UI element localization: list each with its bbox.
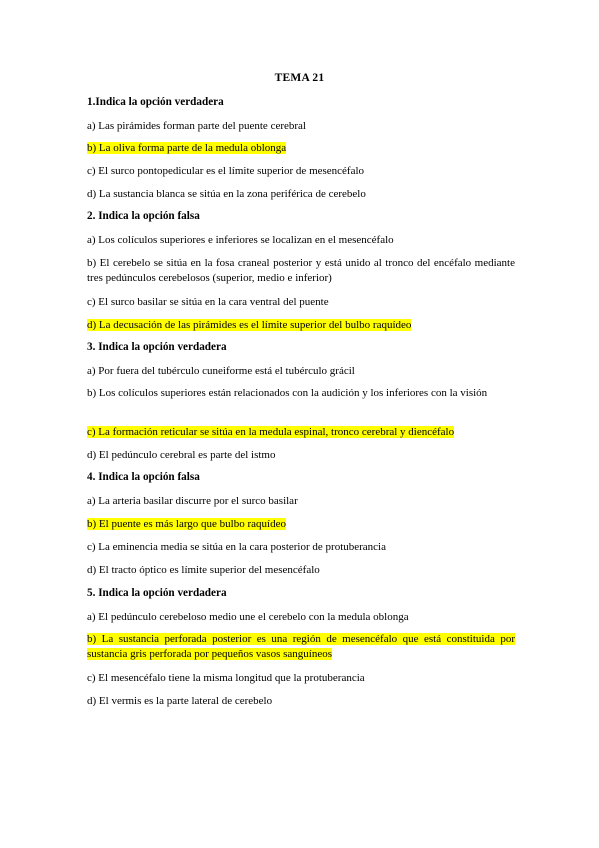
question-5-option-a: a) El pedúnculo cerebeloso medio une el cerebelo con la medula oblonga <box>87 611 409 623</box>
question-2-option-d-highlighted: d) La decusación de las pirámides es el límite superior del bulbo raquídeo <box>87 319 412 331</box>
question-4-option-b-highlighted: b) El puente es más largo que bulbo raquídeo <box>87 518 286 530</box>
question-2-heading: 2. Indica la opción falsa <box>87 210 200 222</box>
question-2-option-b: b) El cerebelo se sitúa en la fosa craneal posterior y está unido al tronco del encéfalo mediante tres pedúnculos cerebelosos (superior, medio e inferior) <box>87 257 515 284</box>
question-3-option-d: d) El pedúnculo cerebral es parte del istmo <box>87 449 276 461</box>
question-4-option-c: c) La eminencia media se sitúa en la cara posterior de protuberancia <box>87 541 386 553</box>
question-3-option-a: a) Por fuera del tubérculo cuneiforme está el tubérculo grácil <box>87 365 355 377</box>
question-4-heading: 4. Indica la opción falsa <box>87 471 200 483</box>
question-2-option-a: a) Los colículos superiores e inferiores se localizan en el mesencéfalo <box>87 234 394 246</box>
page-title: TEMA 21 <box>274 72 325 84</box>
question-1-heading: 1.Indica la opción verdadera <box>87 96 224 108</box>
question-1-option-c: c) El surco pontopedicular es el límite superior de mesencéfalo <box>87 165 365 177</box>
question-5-option-d: d) El vermis es la parte lateral de cerebelo <box>87 695 273 707</box>
question-1-option-a: a) Las pirámides forman parte del puente cerebral <box>87 120 306 132</box>
question-4-option-a: a) La arteria basilar discurre por el surco basilar <box>87 495 298 507</box>
question-5-option-b-highlighted: b) La sustancia perforada posterior es una región de mesencéfalo que está constituida por sustancia gris perforada por pequeños vasos sanguíneos <box>87 633 515 660</box>
question-1-option-b-highlighted: b) La oliva forma parte de la medula oblonga <box>87 142 287 154</box>
question-3-heading: 3. Indica la opción verdadera <box>87 341 227 353</box>
question-1-option-d: d) La sustancia blanca se sitúa en la zona periférica de cerebelo <box>87 188 366 200</box>
question-3-option-c-highlighted: c) La formación reticular se sitúa en la medula espinal, tronco cerebral y diencéfalo <box>87 426 455 438</box>
question-5-heading: 5. Indica la opción verdadera <box>87 587 227 599</box>
question-3-option-b: b) Los colículos superiores están relacionados con la audición y los inferiores con la visión <box>87 387 488 399</box>
question-2-option-c: c) El surco basilar se sitúa en la cara ventral del puente <box>87 296 329 308</box>
question-4-option-d: d) El tracto óptico es límite superior del mesencéfalo <box>87 564 320 576</box>
question-5-option-c: c) El mesencéfalo tiene la misma longitud que la protuberancia <box>87 672 365 684</box>
